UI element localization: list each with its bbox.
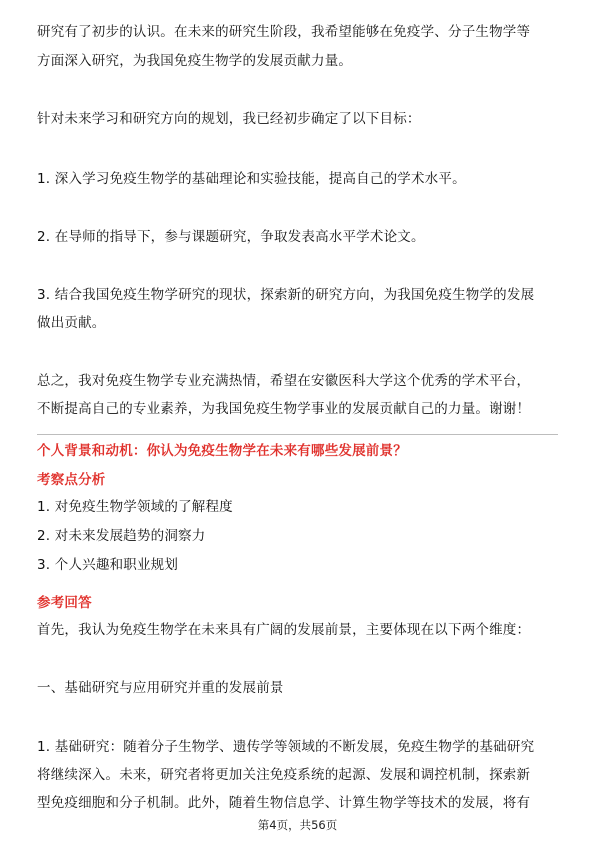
intro-line-2: 方面深入研究，为我国免疫生物学的发展贡献力量。 (37, 53, 353, 69)
question-title: 个人背景和动机：你认为免疫生物学在未来有哪些发展前景？ (37, 443, 407, 459)
answer-heading: 参考回答 (37, 595, 92, 611)
goal-3-line-1: 3. 结合我国免疫生物学研究的现状，探索新的研究方向，为我国免疫生物学的发展 (37, 287, 535, 303)
section-heading: 一、基础研究与应用研究并重的发展前景 (37, 680, 284, 696)
intro-line-1: 研究有了初步的认识。在未来的研究生阶段，我希望能够在免疫学、分子生物学等 (37, 24, 531, 40)
goal-3-line-2: 做出贡献。 (37, 315, 106, 331)
point1-line-3: 型免疫细胞和分子机制。此外，随着生物信息学、计算生物学等技术的发展，将有 (37, 795, 531, 811)
goals-intro: 针对未来学习和研究方向的规划，我已经初步确定了以下目标： (37, 111, 421, 127)
point1-line-1: 1. 基础研究：随着分子生物学、遗传学等领域的不断发展，免疫生物学的基础研究 (37, 739, 535, 755)
analysis-point-3: 3. 个人兴趣和职业规划 (37, 557, 179, 573)
goal-1: 1. 深入学习免疫生物学的基础理论和实验技能，提高自己的学术水平。 (37, 171, 466, 187)
goal-2: 2. 在导师的指导下，参与课题研究，争取发表高水平学术论文。 (37, 229, 425, 245)
analysis-point-1: 1. 对免疫生物学领域的了解程度 (37, 499, 233, 515)
answer-intro: 首先，我认为免疫生物学在未来具有广阔的发展前景，主要体现在以下两个维度： (37, 622, 531, 638)
page-number: 第4页，共56页 (257, 818, 338, 832)
point1-line-2: 将继续深入。未来，研究者将更加关注免疫系统的起源、发展和调控机制，探索新 (37, 767, 531, 783)
conclusion-line-1: 总之，我对免疫生物学专业充满热情，希望在安徽医科大学这个优秀的学术平台， (37, 373, 531, 389)
analysis-heading: 考察点分析 (37, 472, 106, 488)
analysis-point-2: 2. 对未来发展趋势的洞察力 (37, 528, 206, 544)
section-divider (37, 434, 558, 435)
conclusion-line-2: 不断提高自己的专业素养，为我国免疫生物学事业的发展贡献自己的力量。谢谢！ (37, 401, 531, 417)
